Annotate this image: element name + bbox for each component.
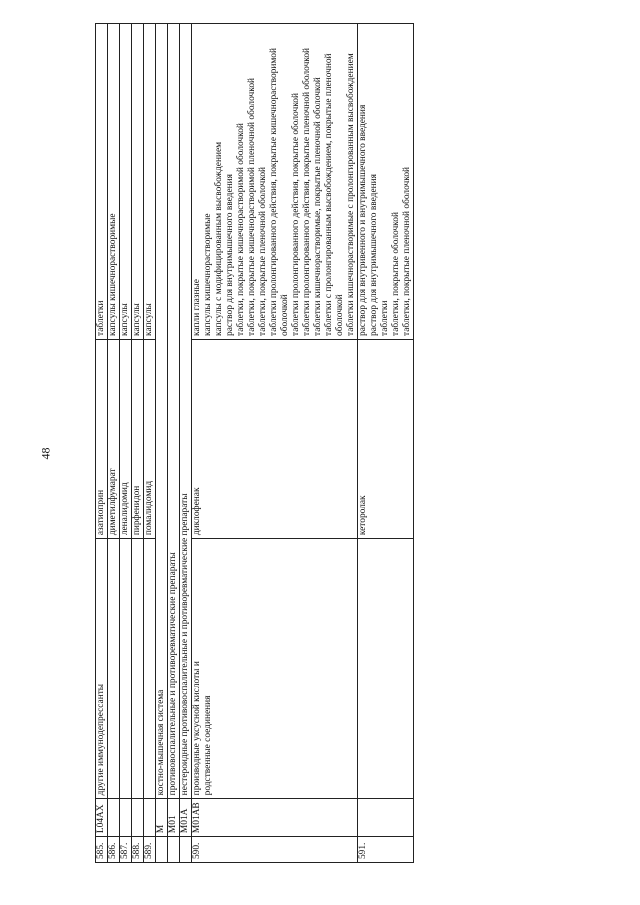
atc-code xyxy=(358,799,414,837)
dosage-form: таблетки, покрытые оболочкой xyxy=(391,212,401,336)
atc-group xyxy=(120,539,132,799)
table-row xyxy=(108,24,120,863)
atc-code: M01 xyxy=(168,799,180,837)
row-number: 587. xyxy=(120,837,132,863)
dosage-form: таблетки, покрытые пленочной оболочкой xyxy=(258,166,268,336)
drug-name: диклофенак xyxy=(192,339,358,538)
document-table-container xyxy=(95,23,515,863)
page-number: 48 xyxy=(38,447,53,460)
row-number: 589. xyxy=(144,837,156,863)
dosage-form: капли глазные xyxy=(192,279,202,336)
atc-code: M01AB xyxy=(192,799,358,837)
dosage-form: таблетки с пролонгированным высвобождением, покрытые пленочной оболочкой xyxy=(324,53,345,336)
row-number xyxy=(156,837,168,863)
table-row xyxy=(180,24,192,863)
table-row xyxy=(120,24,132,863)
table-row xyxy=(156,24,168,863)
atc-code xyxy=(132,799,144,837)
row-number: 588. xyxy=(132,837,144,863)
dosage-form: капсулы с модифицированным высвобождением xyxy=(214,141,224,336)
atc-code xyxy=(108,799,120,837)
drug-name: азатиоприн xyxy=(96,339,108,538)
drug-name: пирфенидон xyxy=(132,339,144,538)
table-row xyxy=(168,24,180,863)
dosage-form: капсулы xyxy=(120,24,132,340)
dosage-form: таблетки пролонгированного действия, покрытые оболочкой xyxy=(291,93,301,336)
atc-group xyxy=(358,539,414,799)
row-number: 586. xyxy=(108,837,120,863)
drug-name: диметилфумарат xyxy=(108,339,120,538)
atc-group: производные уксусной кислоты и родственные соединения xyxy=(192,539,358,799)
table-row xyxy=(96,24,108,863)
dosage-form: таблетки кишечнорастворимые, покрытые пленочной оболочкой xyxy=(313,77,323,336)
dosage-form: таблетки пролонгированного действия, покрытые пленочной оболочкой xyxy=(302,47,312,336)
dosage-form: таблетки, покрытые пленочной оболочкой xyxy=(402,166,412,336)
atc-group: другие иммунодепрессанты xyxy=(96,539,108,799)
atc-group: нестероидные противовоспалительные и противоревматические препараты xyxy=(180,24,192,799)
dosage-form: капсулы кишечнорастворимые xyxy=(108,24,120,340)
dosage-form: таблетки xyxy=(380,300,390,336)
dosage-form: капсулы xyxy=(144,24,156,340)
dosage-form: раствор для внутримышечного введения xyxy=(225,174,235,336)
dosage-form: раствор для внутримышечного введения xyxy=(369,174,379,336)
atc-code: M xyxy=(156,799,168,837)
atc-code xyxy=(144,799,156,837)
row-number xyxy=(180,837,192,863)
table-row xyxy=(358,24,414,863)
atc-code xyxy=(120,799,132,837)
row-number: 591. xyxy=(358,837,414,863)
atc-group xyxy=(144,539,156,799)
dosage-form: таблетки xyxy=(96,24,108,340)
dosage-form: таблетки пролонгированного действия, покрытые кишечнорастворимой оболочкой xyxy=(269,48,290,336)
atc-group: противовоспалительные и противоревматические препараты xyxy=(168,24,180,799)
dosage-form-list xyxy=(358,24,414,340)
row-number: 590. xyxy=(192,837,358,863)
table-row xyxy=(144,24,156,863)
atc-code: L04AX xyxy=(96,799,108,837)
drug-list-table xyxy=(95,23,414,863)
dosage-form: таблетки, покрытые кишечнорастворимой пленочной оболочкой xyxy=(247,77,257,336)
atc-group: костно-мышечная система xyxy=(156,24,168,799)
atc-group xyxy=(132,539,144,799)
atc-group xyxy=(108,539,120,799)
dosage-form-list xyxy=(192,24,358,340)
drug-name: леналидомид xyxy=(120,339,132,538)
atc-code: M01A xyxy=(180,799,192,837)
dosage-form: таблетки кишечнорастворимые с пролонгированным высвобождением xyxy=(346,53,356,336)
row-number: 585. xyxy=(96,837,108,863)
drug-name: помалидомид xyxy=(144,339,156,538)
dosage-form: раствор для внутривенного и внутримышечного введения xyxy=(358,104,368,336)
drug-name: кеторолак xyxy=(358,339,414,538)
dosage-form: капсулы xyxy=(132,24,144,340)
table-row xyxy=(192,24,358,863)
row-number xyxy=(168,837,180,863)
table-row xyxy=(132,24,144,863)
dosage-form: капсулы кишечнорастворимые xyxy=(203,213,213,336)
dosage-form: таблетки, покрытые кишечнорастворимой оболочкой xyxy=(236,123,246,336)
